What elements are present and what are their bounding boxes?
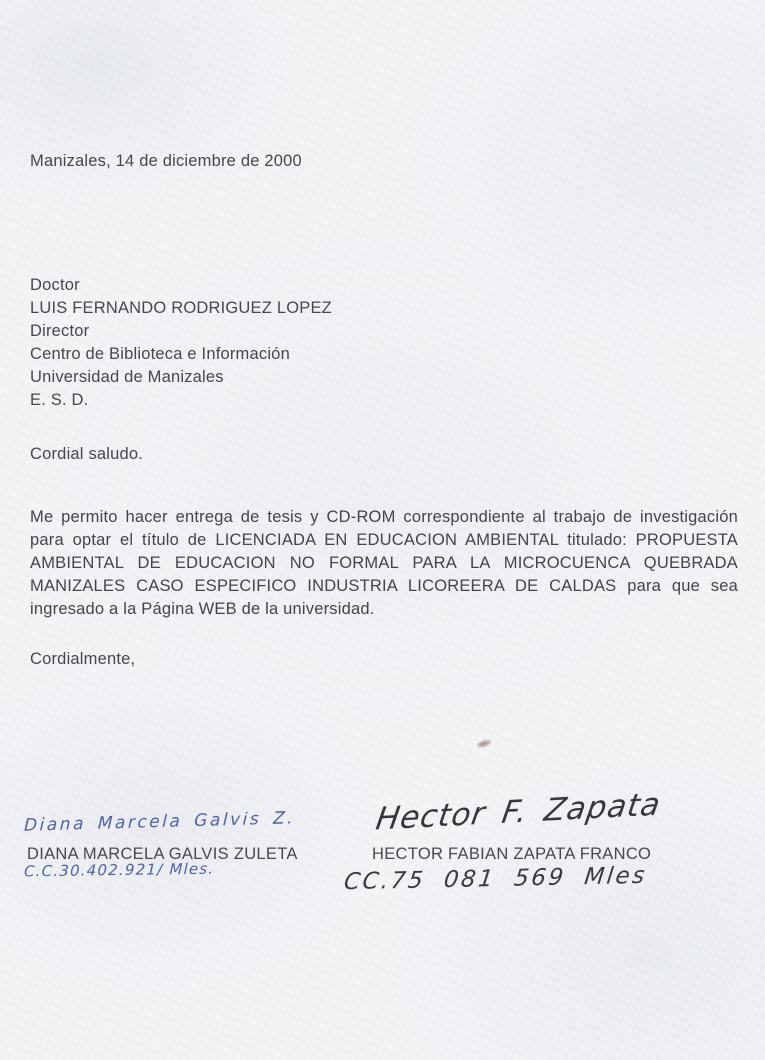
handwritten-signature-left: Diana Marcela Galvis Z. bbox=[23, 808, 296, 836]
handwritten-id-right: CC.75 081 569 Mles bbox=[342, 862, 649, 896]
letter-body: Me permito hacer entrega de tesis y CD-ROM correspondiente al trabajo de investigación para optar el título de LICENCIADA EN EDUCACION AMBIENTAL titulado: PROPUESTA AMBIENTAL DE EDUCACION NO FORMAL PARA LA MICROCUENCA QUEBRADA MANIZALES CASO ESPECIFICO INDUSTRIA LICOREERA DE CALDAS para que sea ingresado a la Página WEB de la universidad. bbox=[30, 508, 738, 618]
recipient-department: Centro de Biblioteca e Información bbox=[30, 345, 290, 363]
recipient-name: LUIS FERNANDO RODRIGUEZ LOPEZ bbox=[30, 299, 332, 317]
typed-name-right: HECTOR FABIAN ZAPATA FRANCO bbox=[372, 845, 652, 863]
handwritten-id-left: C.C.30.402.921/ Mles. bbox=[23, 859, 215, 881]
date-line: Manizales, 14 de diciembre de 2000 bbox=[30, 152, 302, 170]
recipient-role: Director bbox=[30, 322, 90, 340]
recipient-institution: Universidad de Manizales bbox=[30, 368, 224, 386]
closing: Cordialmente, bbox=[30, 650, 136, 668]
recipient-esd: E. S. D. bbox=[30, 391, 89, 409]
salutation: Cordial saludo. bbox=[30, 445, 144, 463]
handwritten-signature-right: Hector F. Zapata bbox=[373, 786, 664, 838]
paper-speck bbox=[476, 738, 492, 749]
recipient-block bbox=[30, 274, 332, 412]
typed-name-left: DIANA MARCELA GALVIS ZULETA bbox=[27, 845, 298, 863]
recipient-title: Doctor bbox=[30, 276, 80, 294]
